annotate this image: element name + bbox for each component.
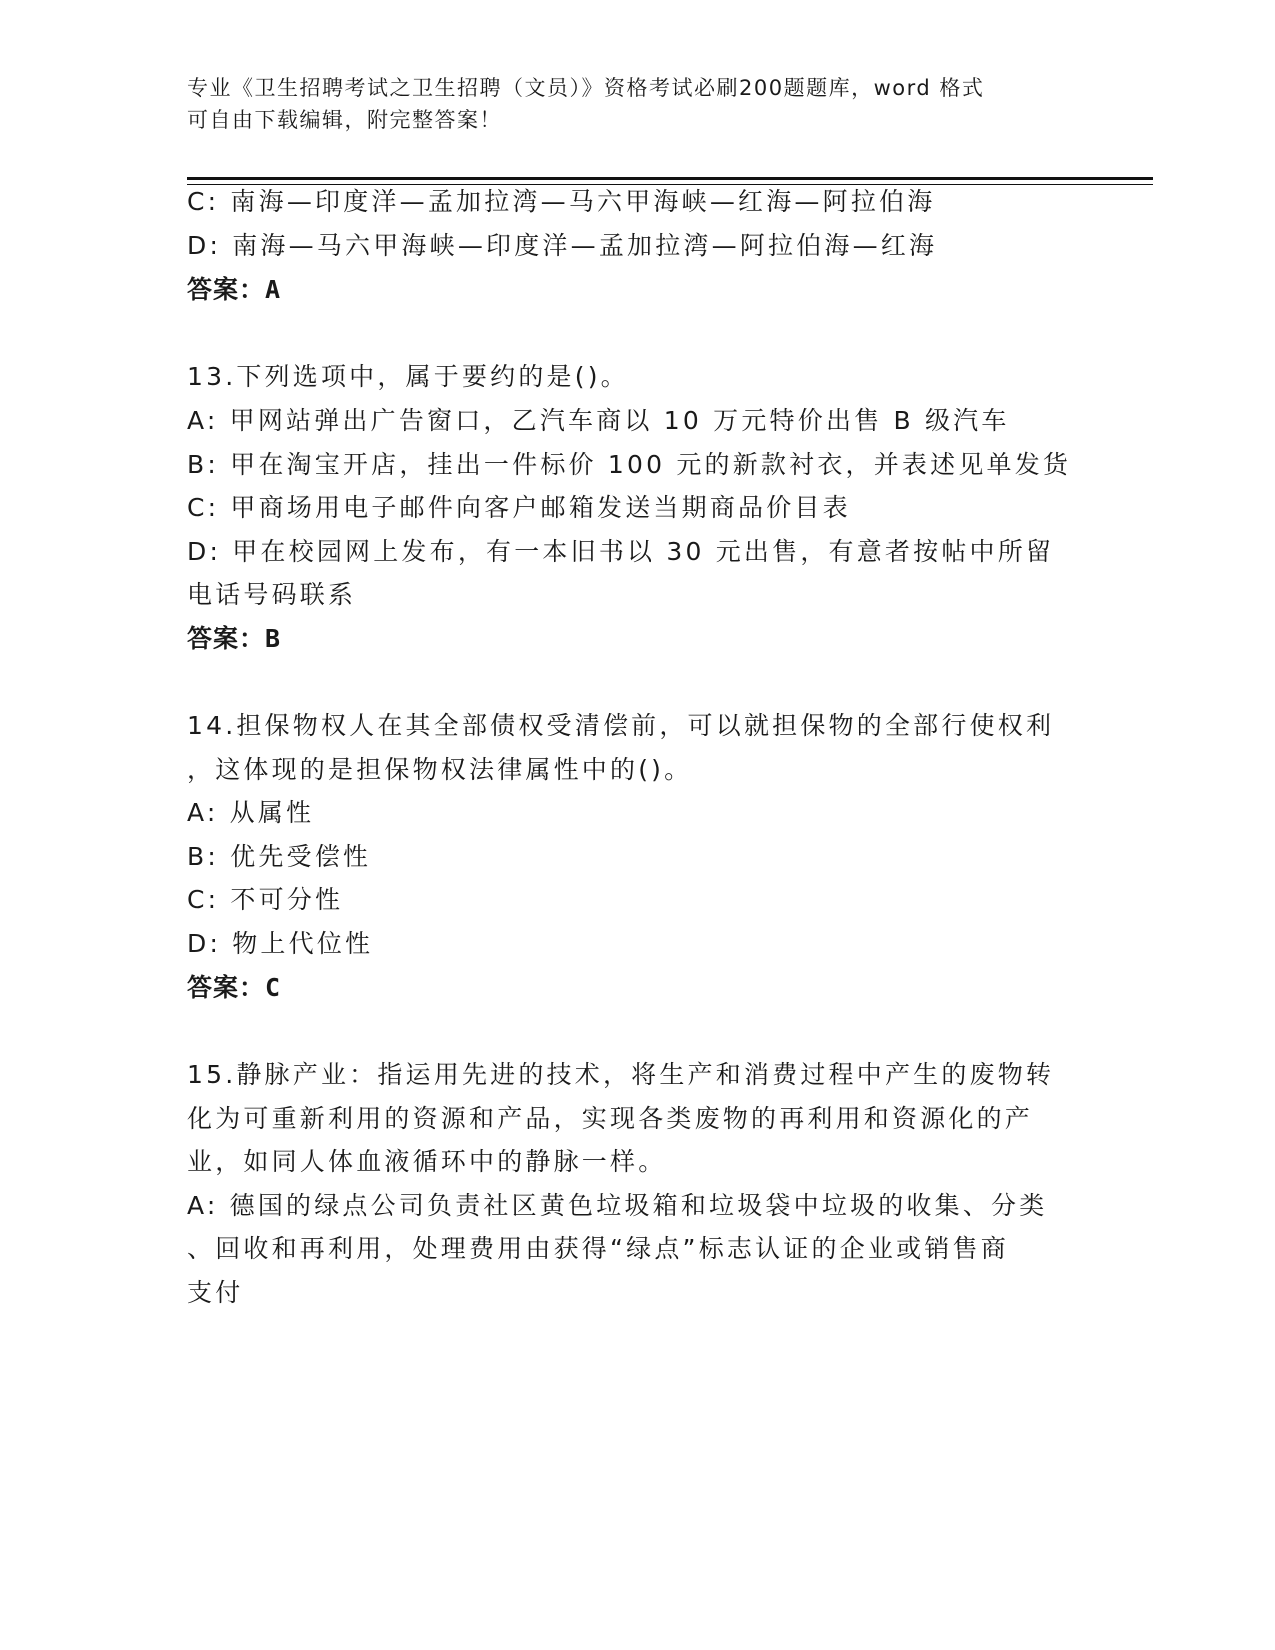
q13-stem: 13.下列选项中，属于要约的是()。 (187, 362, 629, 391)
q15-option-a-line-2: 、回收和再利用，处理费用由获得“绿点”标志认证的企业或销售商 (187, 1234, 1009, 1263)
q14-option-c: C: 不可分性 (187, 885, 344, 914)
header-line-1: 专业《卫生招聘考试之卫生招聘（文员）》资格考试必刷200题题库，word 格式 (187, 76, 985, 100)
q14-stem-line-1: 14.担保物权人在其全部债权受清偿前，可以就担保物的全部行使权利 (187, 711, 1055, 740)
q13-option-c: C: 甲商场用电子邮件向客户邮箱发送当期商品价目表 (187, 493, 851, 522)
header-line-2: 可自由下载编辑，附完整答案！ (187, 108, 502, 132)
q14-stem-line-2: ，这体现的是担保物权法律属性中的()。 (187, 755, 693, 784)
q14-option-d: D: 物上代位性 (187, 929, 374, 958)
q13-option-b: B: 甲在淘宝开店，挂出一件标价 100 元的新款衬衣，并表述见单发货 (187, 450, 1072, 479)
q15-stem-line-2: 化为可重新利用的资源和产品，实现各类废物的再利用和资源化的产 (187, 1104, 1034, 1133)
header-rule-thick (187, 177, 1153, 180)
q12-option-c: C: 南海—印度洋—孟加拉湾—马六甲海峡—红海—阿拉伯海 (187, 187, 936, 216)
q13-option-a: A: 甲网站弹出广告窗口，乙汽车商以 10 万元特价出售 B 级汽车 (187, 406, 1010, 435)
q13-answer: 答案：B (187, 624, 282, 653)
q13-option-d-line-1: D: 甲在校园网上发布，有一本旧书以 30 元出售，有意者按帖中所留 (187, 537, 1055, 566)
q14-option-a: A: 从属性 (187, 798, 315, 827)
q15-stem-line-3: 业，如同人体血液循环中的静脉一样。 (187, 1147, 667, 1176)
q14-answer: 答案：C (187, 973, 282, 1002)
q15-stem-line-1: 15.静脉产业：指运用先进的技术，将生产和消费过程中产生的废物转 (187, 1060, 1055, 1089)
q14-option-b: B: 优先受偿性 (187, 842, 372, 871)
q15-option-a-line-3: 支付 (187, 1278, 244, 1307)
q12-option-d: D: 南海—马六甲海峡—印度洋—孟加拉湾—阿拉伯海—红海 (187, 231, 938, 260)
q13-option-d-line-2: 电话号码联系 (187, 580, 357, 609)
q12-answer: 答案：A (187, 275, 282, 304)
q15-option-a-line-1: A: 德国的绿点公司负责社区黄色垃圾箱和垃圾袋中垃圾的收集、分类 (187, 1191, 1048, 1220)
document-header (187, 72, 1067, 136)
